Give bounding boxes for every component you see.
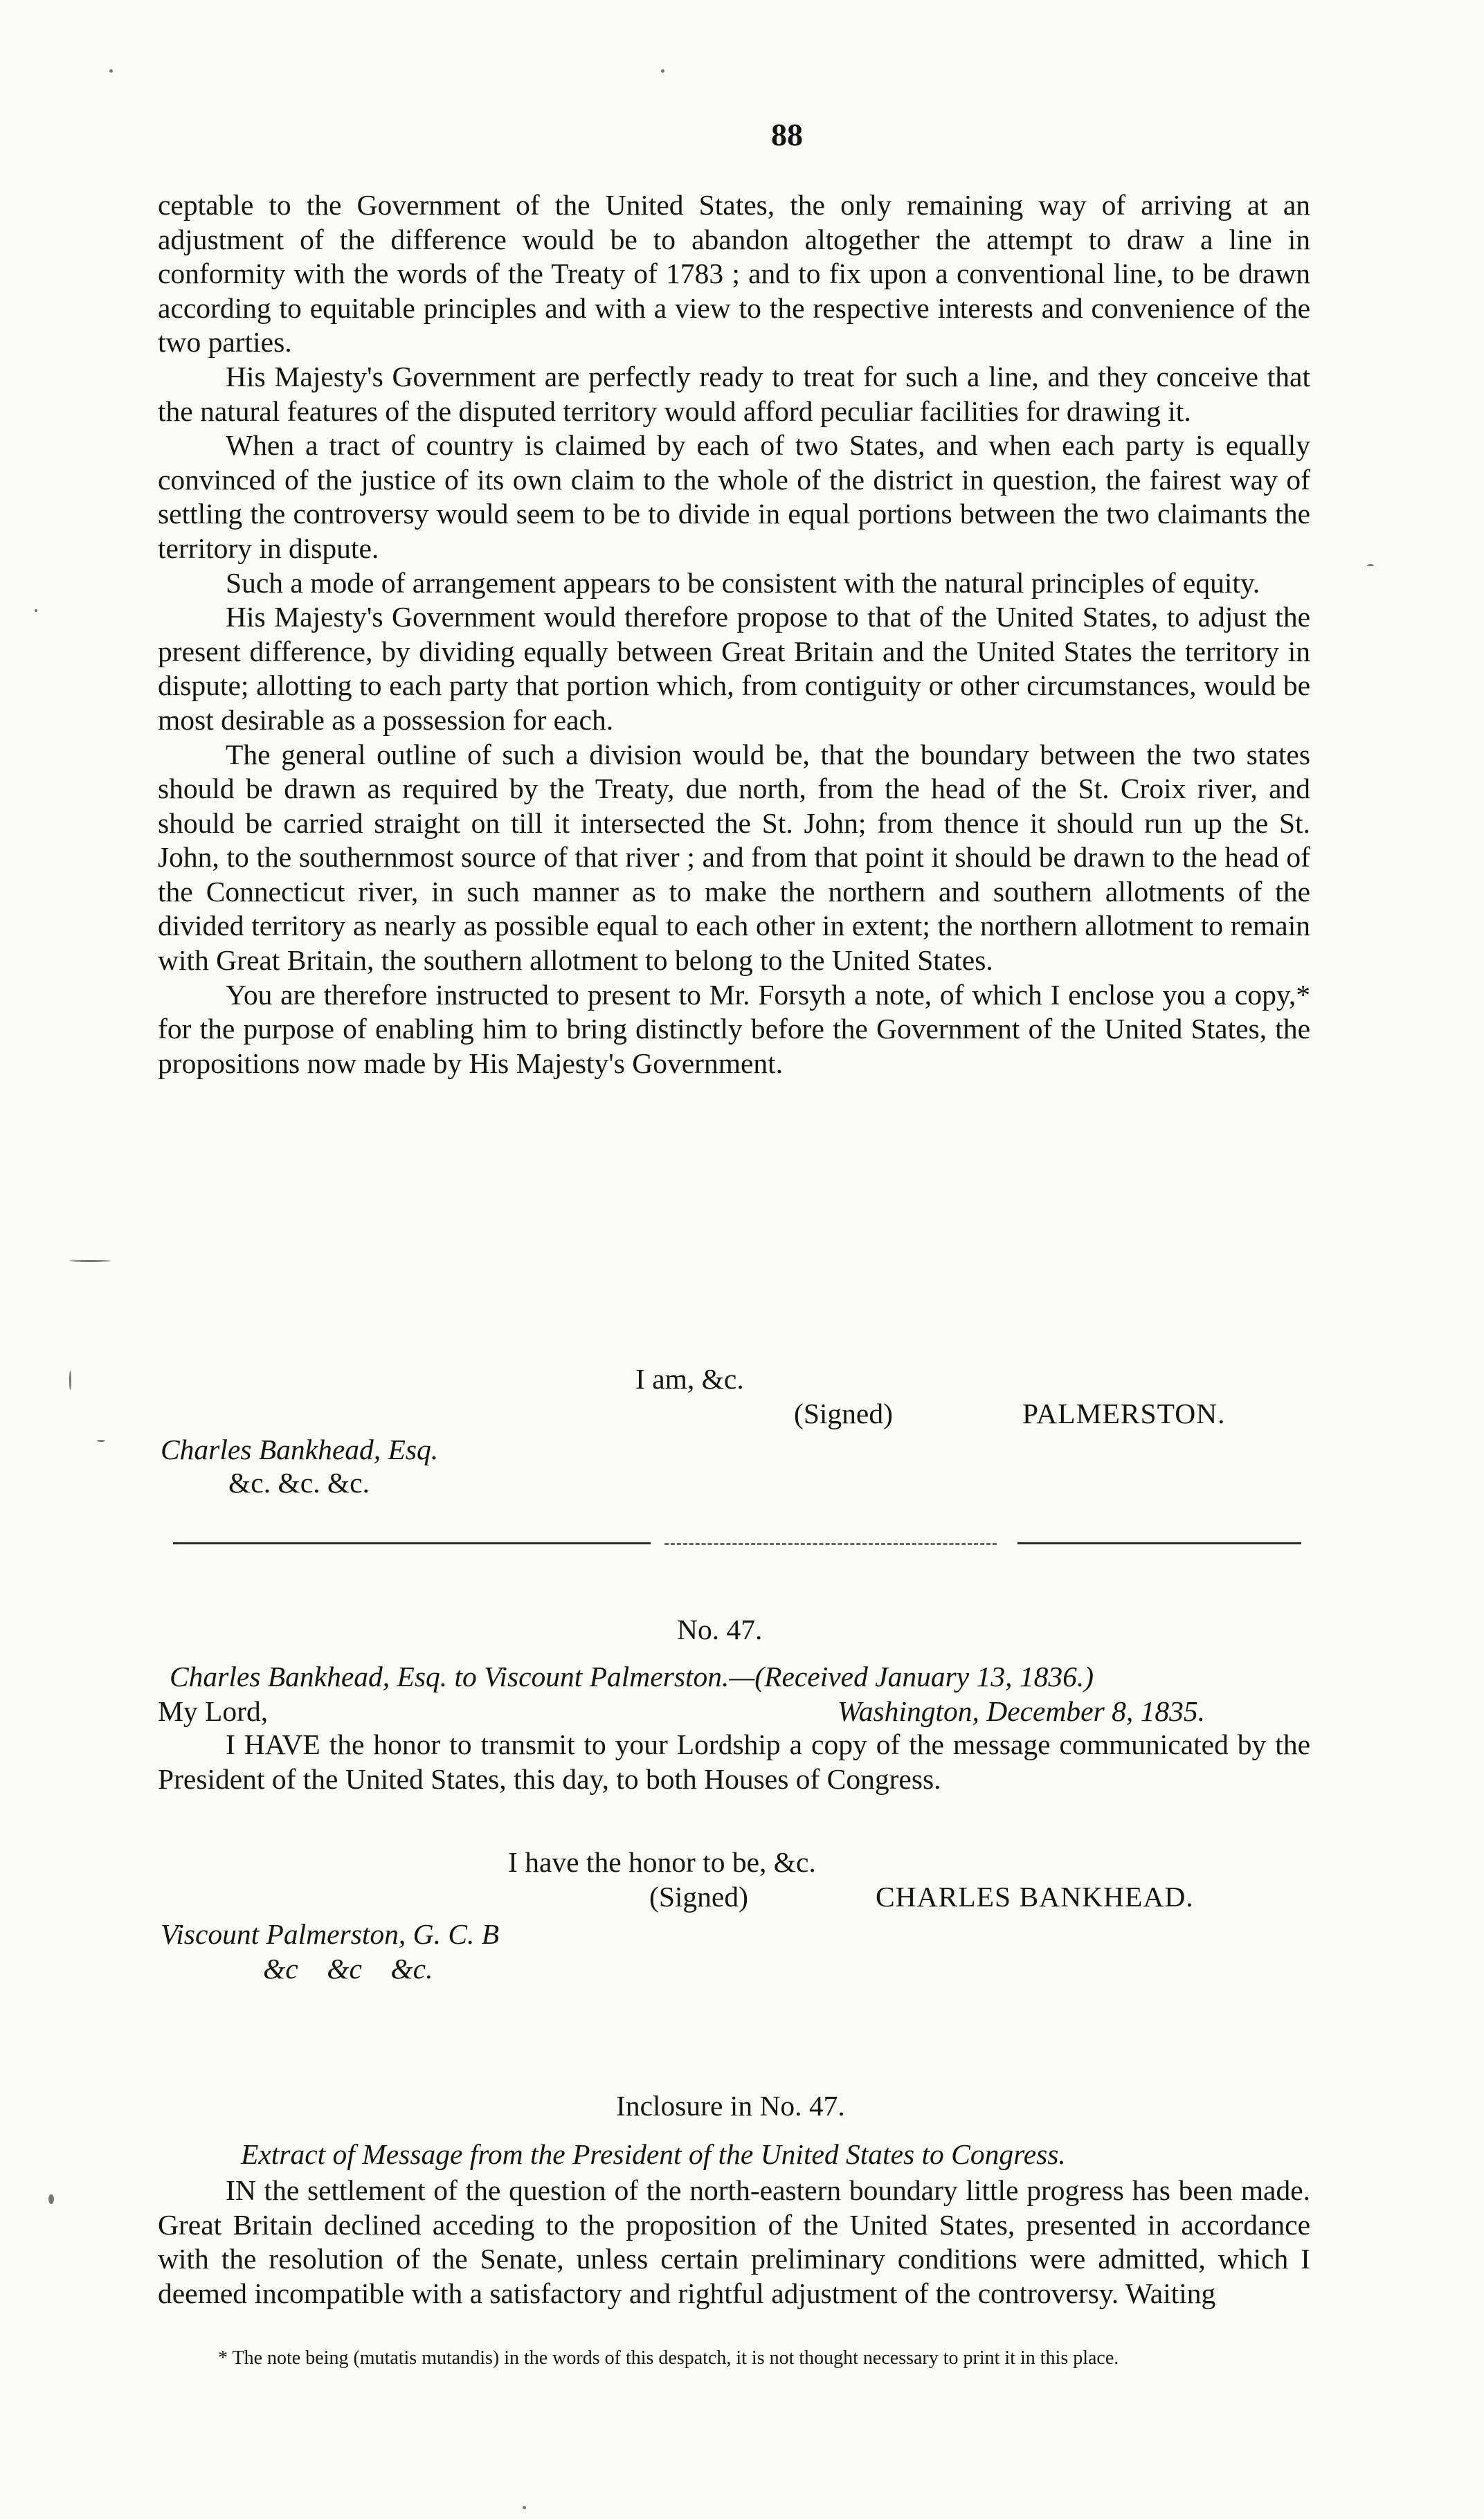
signed-label: (Signed) — [794, 1398, 893, 1429]
separator-dashes — [664, 1543, 997, 1547]
scan-speck — [69, 1371, 71, 1390]
paragraph: The general outline of such a division would be, that the boundary between the two states should be drawn as required by the Treaty, due north, from the head of the St. Croix river, and should be carried straight on till it intersected the St. John; from thence it should run up the St. John, to the southernmost source of that river ; and from that point it should be drawn to the head of the Connecticut river, in such manner as to make the northern and southern allotments of the divided territory as nearly as possible equal to each other in extent; the northern allotment to remain with Great Britain, the southern allotment to belong to the United States. — [158, 738, 1310, 977]
signature: CHARLES BANKHEAD. — [876, 1881, 1194, 1913]
page-number: 88 — [771, 117, 803, 152]
separator-rule — [1017, 1542, 1301, 1544]
paragraph: Such a mode of arrangement appears to be consistent with the natural principles of equity. — [226, 566, 1260, 599]
addressee-etc: &c &c &c. — [263, 1953, 433, 1985]
paragraph: ceptable to the Government of the United States, the only remaining way of arriving at an adjustment of the difference would be to abandon altogether the attempt to draw a line in conformity with the words of the Treaty of 1783 ; and to fix upon a conventional line, to be drawn according to equitable principles and with a view to the respective interests and convenience of the two parties. — [158, 189, 1310, 359]
letter-body — [158, 1728, 1310, 1796]
paragraph: His Majesty's Government would therefore propose to that of the United States, to adjust the present difference, by dividing equally between Great Britain and the United States the territory in dispute; allotting to each party that portion which, from contiguity or other circumstances, would be most desirable as a possession for each. — [158, 601, 1310, 736]
scan-speck — [69, 1260, 111, 1262]
scan-speck — [109, 69, 113, 73]
footnote: * The note being (mutatis mutandis) in the words of this despatch, it is not thought necessary to print it in this place. — [218, 2347, 1119, 2369]
letter-number: No. 47. — [677, 1614, 763, 1645]
signed-label: (Signed) — [649, 1881, 748, 1913]
separator-rule — [173, 1542, 651, 1544]
scan-speck — [523, 2506, 526, 2509]
paragraph: IN the settlement of the question of the north-eastern boundary little progress has been made. Great Britain declined acceding to the proposition of the United States, presented in accordance with the resolution of the Senate, unless certain preliminary conditions were admitted, which I deemed incompatible with a satisfactory and rightful adjustment of the controversy. Waiting — [158, 2174, 1310, 2309]
salutation: My Lord, — [158, 1695, 269, 1727]
addressee: Charles Bankhead, Esq. — [161, 1434, 439, 1465]
addressee: Viscount Palmerston, G. C. B — [161, 1918, 500, 1950]
paragraph: You are therefore instructed to present to Mr. Forsyth a note, of which I enclose you a copy,* for the purpose of enabling him to bring distinctly before the Government of the United States, the propositions now made by His Majesty's Government. — [158, 978, 1310, 1079]
addressee-etc: &c. &c. &c. — [228, 1467, 370, 1499]
paragraph: When a tract of country is claimed by each of two States, and when each party is equally convinced of the justice of its own claim to the whole of the district in question, the fairest way of settling the controversy would seem to be to divide in equal portions between the two claimants the territory in dispute. — [158, 429, 1310, 564]
scan-speck — [97, 1440, 105, 1442]
scan-speck — [35, 609, 37, 612]
place-date: Washington, December 8, 1835. — [838, 1695, 1205, 1727]
signature: PALMERSTON. — [1022, 1398, 1226, 1429]
inclosure-subtitle: Extract of Message from the President of the United States to Congress. — [241, 2138, 1066, 2170]
letter-closing: I am, &c. — [635, 1363, 744, 1395]
letter-closing: I have the honor to be, &c. — [508, 1846, 816, 1878]
scan-speck — [48, 2194, 54, 2204]
scan-speck — [1367, 564, 1374, 566]
inclosure-body — [158, 2174, 1310, 2311]
scan-speck — [661, 69, 664, 73]
inclosure-title: Inclosure in No. 47. — [616, 2090, 845, 2122]
paragraph: His Majesty's Government are perfectly ready to treat for such a line, and they conceive that the natural features of the disputed territory would afford peculiar facilities for drawing it. — [158, 360, 1310, 427]
paragraph: I HAVE the honor to transmit to your Lordship a copy of the message communicated by the President of the United States, this day, to both Houses of Congress. — [158, 1728, 1310, 1795]
letter-heading: Charles Bankhead, Esq. to Viscount Palmerston.—(Received January 13, 1836.) — [170, 1661, 1094, 1692]
body-text-top — [158, 188, 1310, 1081]
